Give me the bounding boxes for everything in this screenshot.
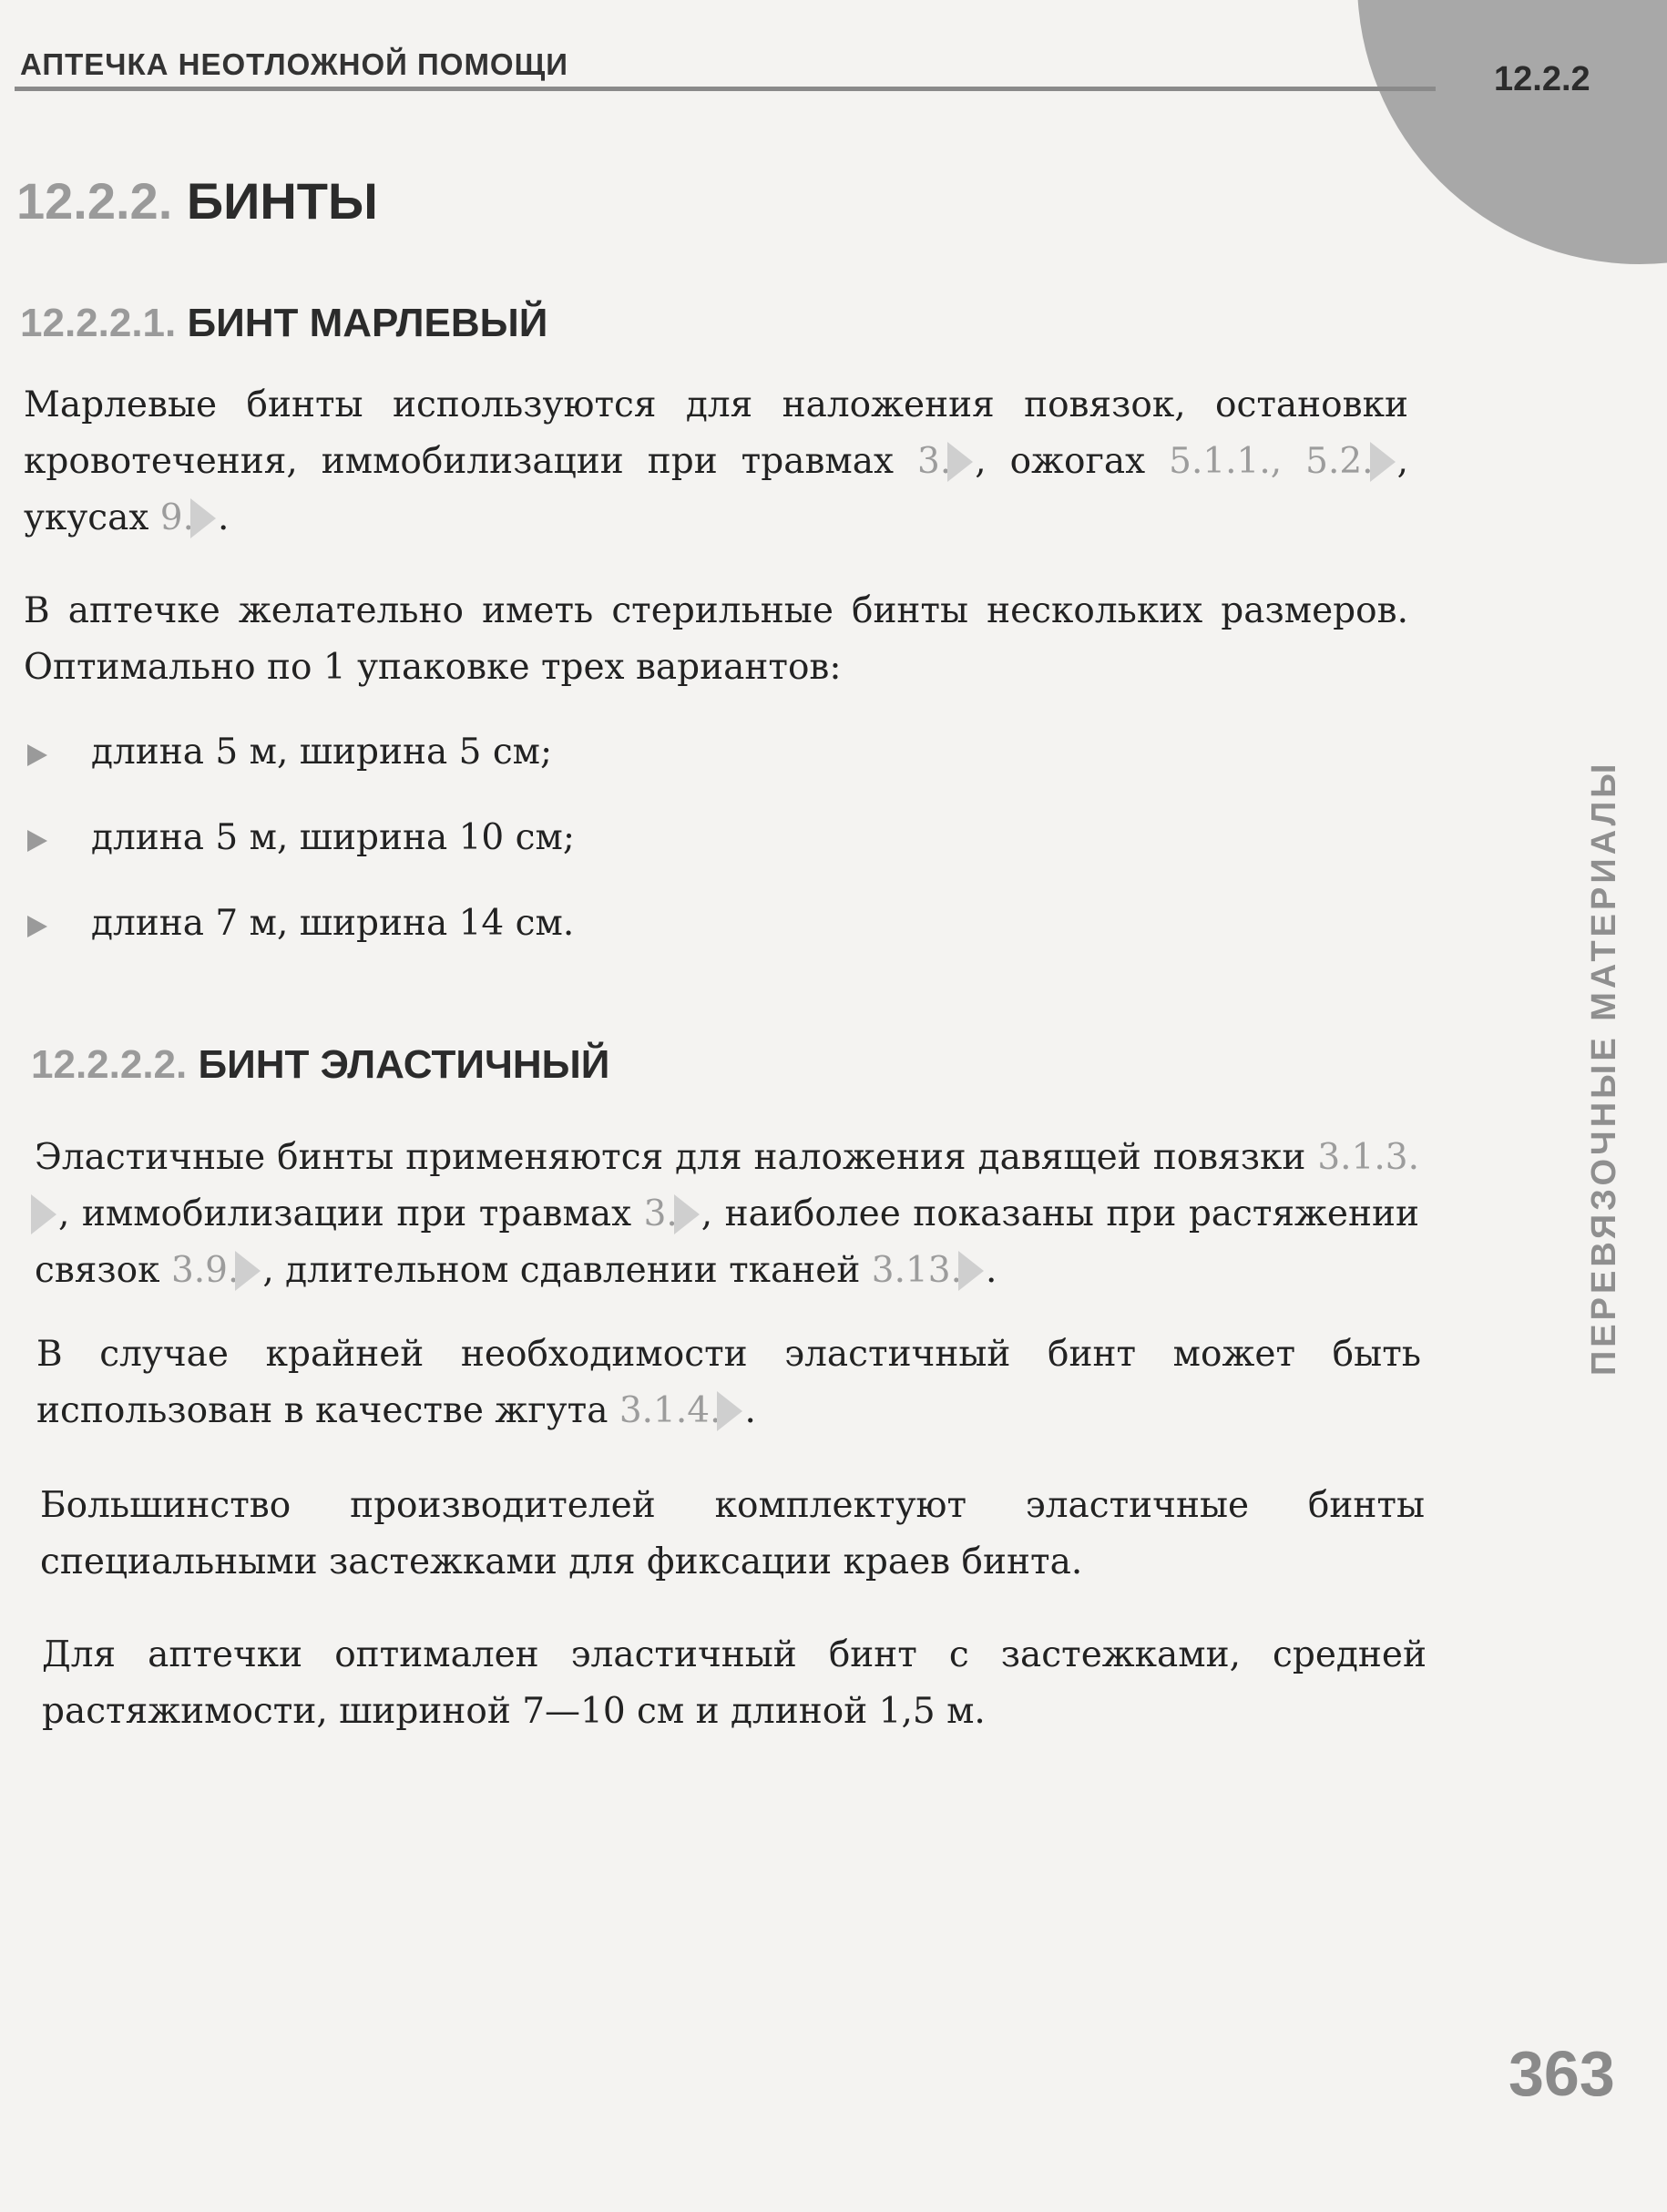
text-run: Марлевые бинты используются для наложения повязок, остановки кровотечения, иммобилизации при травмах: [24, 384, 1408, 482]
elastic-paragraph-1: [35, 1130, 1419, 1299]
cross-reference[interactable]: 3.9.: [170, 1250, 240, 1291]
text-run: , наиболее показаны при растяжении связок: [35, 1193, 1419, 1291]
bullet-triangle-icon: [27, 830, 47, 852]
elastic-title: БИНТ ЭЛАСТИЧНЫЙ: [198, 1042, 610, 1087]
text-run: .: [986, 1250, 997, 1291]
list-item-text: длина 5 м, ширина 10 см;: [91, 817, 575, 858]
page-number: 363: [1508, 2038, 1615, 2109]
reference-arrow-icon: [31, 1194, 56, 1234]
elastic-paragraph-4: Для аптечки оптимален эластичный бинт с застежками, средней растяжимости, шириной 7—10 см и длиной 1,5 м.: [42, 1634, 1427, 1732]
list-item-text: длина 5 м, ширина 5 см;: [91, 732, 553, 773]
reference-arrow-icon: [190, 498, 216, 538]
bullet-triangle-icon: [27, 916, 47, 937]
text-run: , иммобилизации при травмах: [58, 1193, 644, 1234]
elastic-paragraph-3: Большинство производителей комплектуют эластичные бинты специальными застежками для фиксации краев бинта.: [40, 1485, 1425, 1582]
section-heading: [16, 171, 378, 230]
text-run: Эластичные бинты применяются для наложения давящей повязки: [35, 1137, 1318, 1178]
reference-arrow-icon: [947, 442, 973, 482]
reference-arrow-icon: [235, 1251, 261, 1291]
list-item: [27, 724, 1120, 810]
section-number: 12.2.2.: [16, 172, 173, 230]
cross-reference[interactable]: 3.13.: [871, 1250, 963, 1291]
elastic-paragraph-2: [36, 1326, 1421, 1439]
elastic-heading: [31, 1042, 609, 1088]
elastic-number: 12.2.2.2.: [31, 1042, 188, 1087]
running-header: АПТЕЧКА НЕОТЛОЖНОЙ ПОМОЩИ: [20, 47, 568, 81]
reference-arrow-icon: [1370, 442, 1396, 482]
gauze-paragraph-1: [24, 377, 1408, 547]
cross-reference[interactable]: 3.: [917, 441, 952, 482]
text-run: , ожогах: [975, 441, 1170, 482]
text-run: , длительном сдавлении тканей: [262, 1250, 872, 1291]
reference-arrow-icon: [717, 1391, 742, 1431]
gauze-title: БИНТ МАРЛЕВЫЙ: [187, 301, 548, 345]
list-item: [27, 810, 1120, 896]
text-run: , укусах: [24, 441, 1408, 538]
bullet-triangle-icon: [27, 744, 47, 766]
text-run: В случае крайней необходимости эластичный бинт может быть использован в качестве жгута: [36, 1334, 1421, 1431]
cross-reference[interactable]: 5.1.1., 5.2.: [1169, 441, 1374, 482]
list-item: [27, 896, 1120, 981]
chapter-side-tab: ПЕРЕВЯЗОЧНЫЕ МАТЕРИАЛЫ: [1585, 760, 1623, 1376]
cross-reference[interactable]: 3.1.4.: [619, 1390, 721, 1431]
text-run: .: [217, 497, 230, 538]
list-item-text: длина 7 м, ширина 14 см.: [91, 903, 575, 944]
cross-reference[interactable]: 3.: [643, 1193, 678, 1234]
corner-tab-circle: [1357, 0, 1667, 264]
text-run: .: [744, 1390, 756, 1431]
reference-arrow-icon: [958, 1251, 984, 1291]
gauze-number: 12.2.2.1.: [20, 301, 177, 345]
size-list: [27, 724, 1120, 981]
gauze-heading: [20, 301, 547, 346]
reference-arrow-icon: [674, 1194, 700, 1234]
cross-reference[interactable]: 9.: [159, 497, 194, 538]
section-code: 12.2.2: [1494, 60, 1590, 98]
section-title: БИНТЫ: [186, 172, 378, 230]
gauze-paragraph-2: В аптечке желательно иметь стерильные бинты нескольких размеров. Оптимально по 1 упаковке трех вариантов:: [24, 590, 1408, 688]
header-rule: [15, 87, 1436, 91]
cross-reference[interactable]: 3.1.3.: [1317, 1137, 1419, 1178]
